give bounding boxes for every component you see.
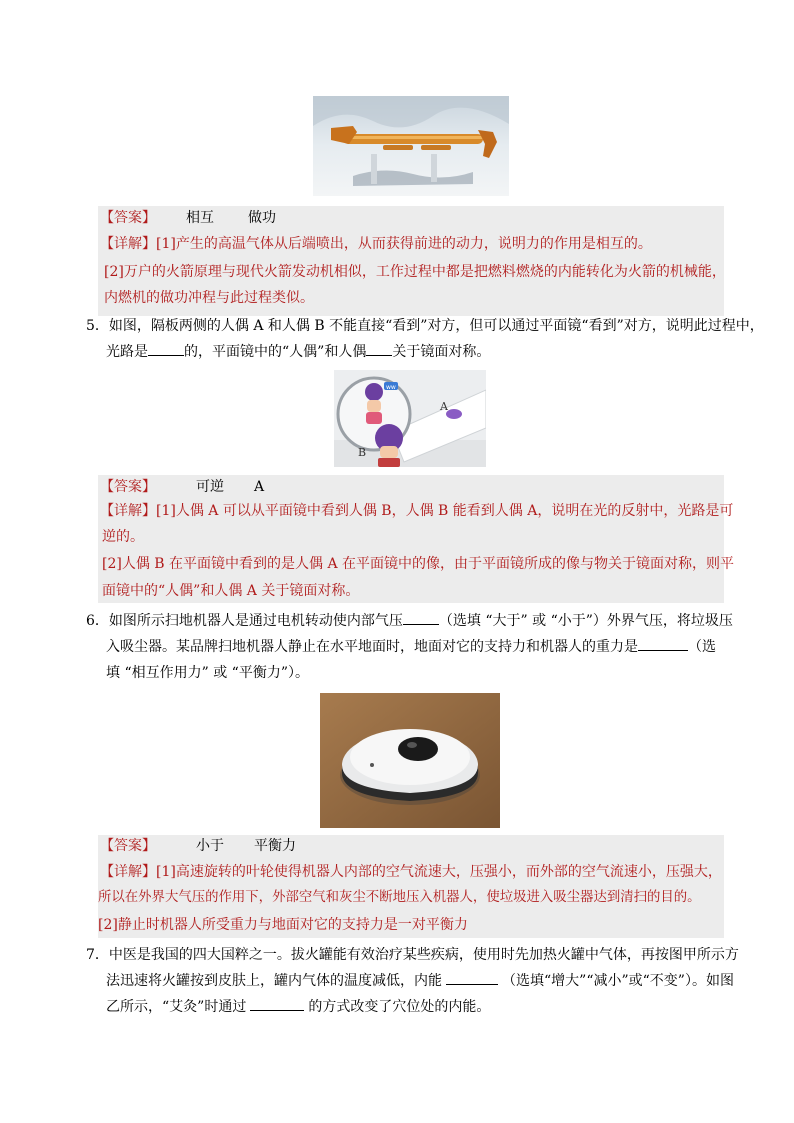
rocket-figure [313,96,509,196]
q5-detail-2: 逆的。 [102,529,144,545]
q5-detail-3: [2]人偶 B 在平面镜中看到的是人偶 A 在平面镜中的像，由于平面镜所成的像与物关于镜面对称，则平 [102,556,735,572]
q5-stem-1: 5．如图，隔板两侧的人偶 A 和人偶 B 不能直接“看到”对方，但可以通过平面镜“看到”对方，说明此过程中， [86,318,764,334]
mirror-doll-photo [334,370,486,467]
q6-detail-1: 【详解】[1]高速旋转的叶轮使得机器人内部的空气流速大，压强小，而外部的空气流速小，压强大， [100,864,722,880]
q6-blank-2[interactable] [638,636,688,651]
q7-number: 7． [86,947,109,963]
q4-detail-2: [2]万户的火箭原理与现代火箭发动机相似，工作过程中都是把燃料燃烧的内能转化为火箭的机械能， [104,264,726,280]
q6-detail-2: 所以在外界大气压的作用下，外部空气和灰尘不断地压入机器人，使垃圾进入吸尘器达到清扫的目的。 [98,890,701,905]
q6-blank-1[interactable] [403,610,439,625]
q5-number: 5． [86,318,109,334]
robot-vacuum-photo [320,693,500,828]
badge-label: ww [386,384,396,391]
label-a: A [440,400,448,413]
q5-blank-2[interactable] [366,341,392,356]
q6-answer-1: 小于 [196,838,224,854]
robot-figure [320,693,500,828]
q6-answer-2: 平衡力 [254,838,296,854]
q7-blank-2[interactable] [250,996,304,1011]
q7-stem-1: 7．中医是我国的四大国粹之一。拔火罐能有效治疗某些疾病，使用时先加热火罐中气体，再按图甲所示方 [86,947,739,963]
q4-answer-1: 相互 [186,210,214,226]
rocket-photo [313,96,509,196]
label-b: B [358,446,367,459]
q5-stem-2: 光路是 的，平面镜中的“人偶”和人偶 关于镜面对称。 [106,341,490,363]
q6-number: 6． [86,613,109,629]
answer-tag: 【答案】 [100,210,156,226]
q7-blank-1[interactable] [446,970,498,985]
q7-stem-2: 法迅速将火罐按到皮肤上，罐内气体的温度减低，内能 （选填“增大”“减小”或“不变”）。如图 [106,970,734,992]
q5-detail-1: 【详解】[1]人偶 A 可以从平面镜中看到人偶 B，人偶 B 能看到人偶 A，说明在光的反射中，光路是可 [100,503,734,519]
q4-detail-3: 内燃机的做功冲程与此过程类似。 [104,290,314,306]
q4-answer-line [100,207,276,229]
q6-stem-3: 填 “相互作用力” 或 “平衡力”）。 [106,665,309,681]
mirror-figure [334,370,486,467]
q5-answer-2: A [254,479,265,495]
detail-tag: 【详解】 [100,236,156,252]
q5-blank-1[interactable] [148,341,184,356]
q6-stem-1: 6．如图所示扫地机器人是通过电机转动使内部气压 （选填 “大于” 或 “小于”）外界气压，将垃圾压 [86,610,733,632]
q4-detail-1: 【详解】[1]产生的高温气体从后端喷出，从而获得前进的动力，说明力的作用是相互的。 [100,236,652,252]
q5-detail-4: 面镜中的“人偶”和人偶 A 关于镜面对称。 [102,583,360,599]
q5-answer-1: 可逆 [196,479,224,495]
q6-answer-line: 【答案】 小于 平衡力 [100,838,296,854]
q5-answer-line: 【答案】 可逆 A [100,479,265,495]
q6-detail-3: [2]静止时机器人所受重力与地面对它的支持力是一对平衡力 [98,917,468,933]
q7-stem-3: 乙所示，“艾灸”时通过 的方式改变了穴位处的内能。 [106,996,490,1018]
q4-answer-2: 做功 [248,210,276,226]
q6-stem-2: 入吸尘器。某品牌扫地机器人静止在水平地面时，地面对它的支持力和机器人的重力是 （选 [106,636,716,658]
